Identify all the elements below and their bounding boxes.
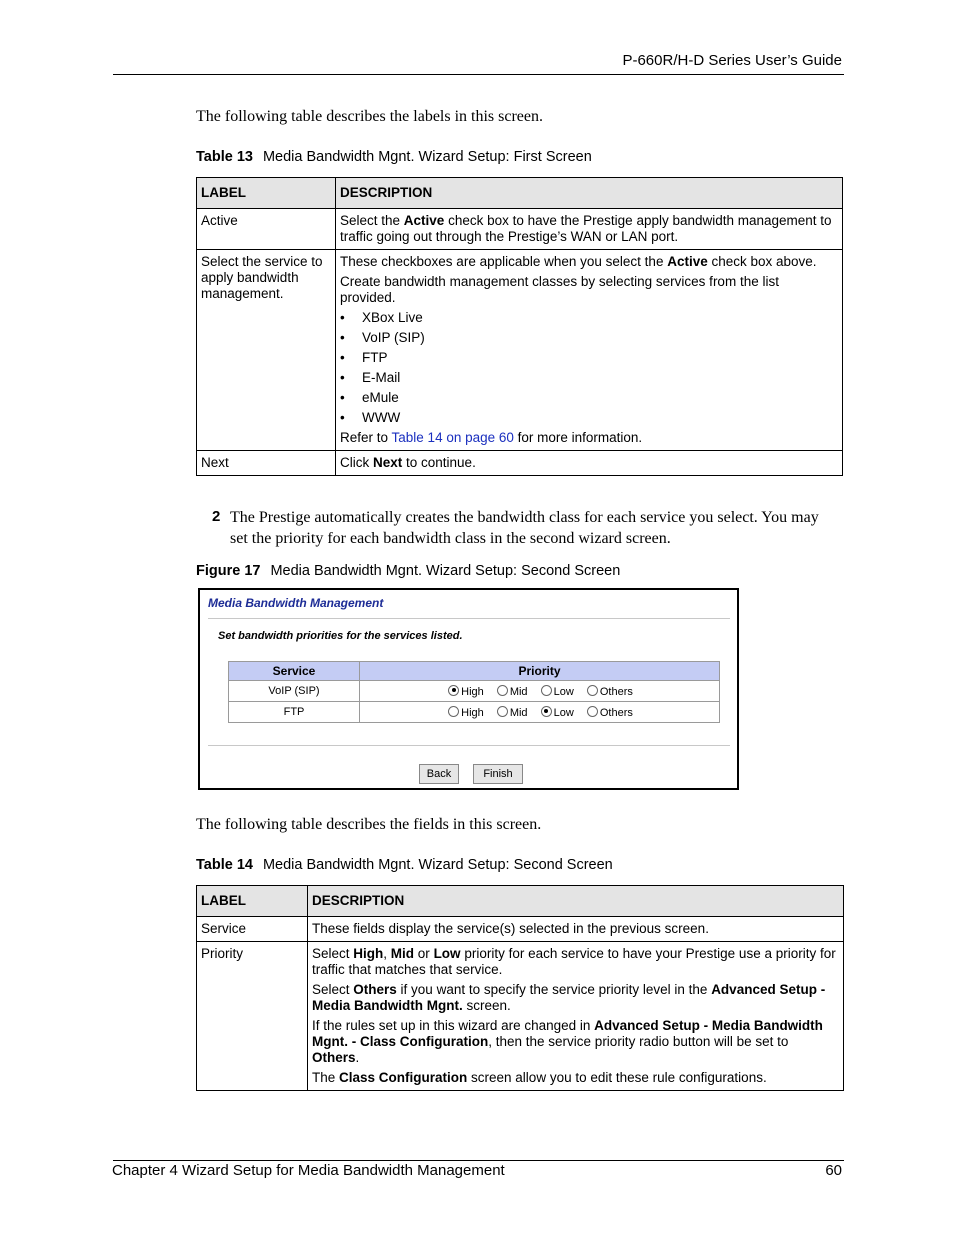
table13-next-description: Click Next to continue.	[336, 451, 843, 476]
header-rule	[113, 74, 844, 75]
table13-header-description: DESCRIPTION	[336, 178, 843, 209]
priority-table-header-priority: Priority	[360, 662, 720, 681]
service-name-ftp: FTP	[229, 702, 360, 723]
radio-ftp-high[interactable]	[448, 706, 459, 717]
table-row	[197, 250, 843, 451]
figure17-caption-text: Media Bandwidth Mgnt. Wizard Setup: Second Screen	[270, 563, 621, 579]
table13-service-description: These checkboxes are applicable when you select the Active check box above. Create bandwidth management classes by selecting services from the list provided. • XBox Live • VoIP (SIP) • FTP • E-Mail • eMule • WWW Refer to Table 14 on page 60 for more information.	[336, 250, 843, 451]
figure17-caption-number: Figure 17	[196, 563, 261, 579]
radio-ftp-low[interactable]	[541, 706, 552, 717]
table14-priority-description: Select High, Mid or Low priority for each service to have your Prestige use a priority for traffic that matches that service. Select Others if you want to specify the service priority level in the Advanced Setup - Media Bandwidth Mgnt. screen. If the rules set up in this wizard are changed in Advanced Setup - Media Bandwidth Mgnt. - Class Configuration, then the service priority radio button will be set to Others. The Class Configuration screen allow you to edit these rule configurations.	[308, 942, 844, 1091]
figure17-screenshot	[198, 588, 739, 790]
table13-caption-text: Media Bandwidth Mgnt. Wizard Setup: First Screen	[262, 149, 592, 165]
table14-header-label: LABEL	[197, 886, 308, 917]
radio-voip-mid[interactable]	[497, 685, 508, 696]
table14-caption-number: Table 14	[196, 857, 253, 873]
radio-voip-low[interactable]	[541, 685, 552, 696]
table14-service-description: These fields display the service(s) selected in the previous screen.	[308, 917, 844, 942]
footer-rule	[113, 1160, 844, 1161]
figure-divider-top	[208, 618, 730, 619]
table14-caption	[196, 857, 613, 873]
list-item: • XBox Live	[340, 310, 838, 326]
table13-service-label: Select the service to apply bandwidth management.	[197, 250, 336, 451]
table14-caption-text: Media Bandwidth Mgnt. Wizard Setup: Second Screen	[262, 857, 613, 873]
finish-button[interactable]: Finish	[473, 764, 523, 784]
table-row	[197, 451, 843, 476]
table13-caption	[196, 149, 592, 165]
figure-title: Media Bandwidth Management	[208, 596, 384, 610]
table13-next-label: Next	[197, 451, 336, 476]
table-row	[197, 942, 844, 1091]
step-number: 2	[212, 508, 221, 525]
figure17-caption	[196, 563, 620, 579]
table13-header-label: LABEL	[197, 178, 336, 209]
priority-options-voip: High Mid Low Others	[360, 681, 720, 702]
table13-active-description: Select the Active check box to have the Prestige apply bandwidth management to traffic going out through the Prestige’s WAN or LAN port.	[336, 209, 843, 250]
table14-service-label: Service	[197, 917, 308, 942]
footer-chapter: Chapter 4 Wizard Setup for Media Bandwidth Management	[112, 1162, 505, 1179]
radio-ftp-others[interactable]	[587, 706, 598, 717]
list-item: • FTP	[340, 350, 838, 366]
table-row	[197, 209, 843, 250]
radio-ftp-mid[interactable]	[497, 706, 508, 717]
radio-voip-high[interactable]	[448, 685, 459, 696]
priority-table	[228, 661, 720, 723]
table13-active-label: Active	[197, 209, 336, 250]
table13-caption-number: Table 13	[196, 149, 253, 165]
table14-priority-label: Priority	[197, 942, 308, 1091]
table-row	[229, 702, 720, 723]
table-row	[197, 917, 844, 942]
figure-divider-bottom	[208, 745, 730, 746]
table13	[196, 177, 843, 476]
table-row	[229, 681, 720, 702]
table14	[196, 885, 844, 1091]
intro-paragraph-2: The following table describes the fields in this screen.	[196, 816, 542, 833]
list-item: • VoIP (SIP)	[340, 330, 838, 346]
table14-cross-reference-link[interactable]: Table 14 on page 60	[391, 430, 514, 445]
list-item: • E-Mail	[340, 370, 838, 386]
table14-header-description: DESCRIPTION	[308, 886, 844, 917]
service-name-voip: VoIP (SIP)	[229, 681, 360, 702]
page-number: 60	[825, 1162, 842, 1179]
radio-voip-others[interactable]	[587, 685, 598, 696]
service-list	[340, 310, 838, 426]
figure-subtitle: Set bandwidth priorities for the services listed.	[218, 630, 463, 642]
step-2-text: The Prestige automatically creates the bandwidth class for each service you select. You may set the priority for each bandwidth class in the second wizard screen.	[230, 509, 819, 547]
intro-paragraph-1: The following table describes the labels in this screen.	[196, 108, 544, 125]
priority-table-header-service: Service	[229, 662, 360, 681]
list-item: • WWW	[340, 410, 838, 426]
back-button[interactable]: Back	[419, 764, 459, 784]
running-header: P-660R/H-D Series User’s Guide	[622, 52, 842, 69]
list-item: • eMule	[340, 390, 838, 406]
priority-options-ftp: High Mid Low Others	[360, 702, 720, 723]
